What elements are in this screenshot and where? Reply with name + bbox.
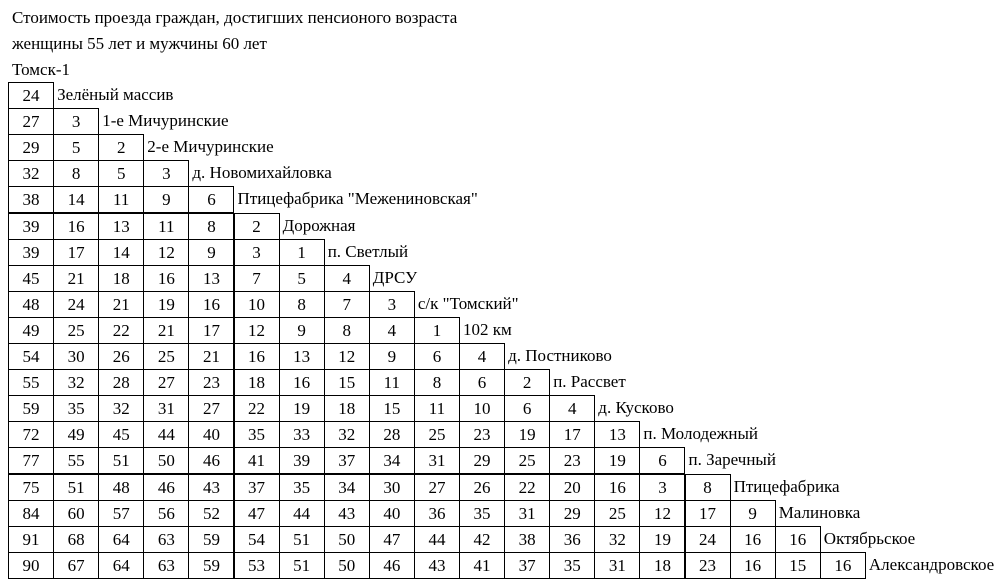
fare-cell: 24 [685, 526, 731, 553]
fare-cell: 9 [143, 186, 189, 213]
fare-cell: 39 [8, 239, 54, 266]
fare-cell: 19 [279, 395, 325, 422]
fare-cell: 21 [53, 265, 99, 292]
fare-cell: 59 [188, 552, 234, 579]
fare-cell: 4 [549, 395, 595, 422]
fare-cell: 35 [459, 500, 505, 527]
fare-cell: 22 [98, 317, 144, 344]
fare-cell: 16 [775, 526, 821, 553]
fare-cell: 36 [549, 526, 595, 553]
fare-cell: 27 [414, 474, 460, 501]
fare-cell: 25 [594, 500, 640, 527]
fare-cell: 18 [324, 395, 370, 422]
fare-cell: 21 [188, 343, 234, 370]
fare-cell: 9 [730, 500, 776, 527]
stop-name-label: п. Молодежный [643, 424, 759, 444]
fare-cell: 43 [188, 474, 234, 501]
fare-cell: 13 [594, 421, 640, 448]
fare-cell: 44 [414, 526, 460, 553]
fare-cell: 52 [188, 500, 234, 527]
fare-cell: 18 [639, 552, 685, 579]
fare-cell: 25 [414, 421, 460, 448]
stop-name-label: п. Заречный [688, 450, 776, 470]
fare-cell: 32 [53, 369, 99, 396]
fare-cell: 41 [234, 447, 280, 474]
stop-name-label: д. Постниково [508, 346, 612, 365]
fare-cell: 49 [53, 421, 99, 448]
fare-cell: 51 [279, 552, 325, 579]
stop-name-label: Малиновка [778, 502, 861, 522]
fare-cell: 25 [504, 447, 550, 474]
fare-cell: 25 [53, 317, 99, 344]
fare-cell: 19 [594, 447, 640, 474]
fare-cell: 10 [234, 291, 280, 318]
fare-cell: 10 [459, 395, 505, 422]
fare-cell: 48 [98, 474, 144, 501]
fare-cell: 77 [8, 447, 54, 474]
fare-cell: 8 [324, 317, 370, 344]
fare-cell: 3 [234, 239, 280, 266]
fare-cell: 48 [8, 291, 54, 318]
fare-cell: 27 [8, 108, 54, 135]
fare-cell: 8 [414, 369, 460, 396]
fare-cell: 38 [504, 526, 550, 553]
fare-cell: 59 [8, 395, 54, 422]
fare-cell: 16 [53, 213, 99, 240]
fare-cell: 31 [594, 552, 640, 579]
fare-cell: 50 [324, 526, 370, 553]
fare-cell: 63 [143, 526, 189, 553]
fare-cell: 16 [143, 265, 189, 292]
fare-cell: 6 [504, 395, 550, 422]
fare-cell: 5 [279, 265, 325, 292]
fare-cell: 16 [730, 526, 776, 553]
fare-cell: 11 [98, 186, 144, 213]
origin-station-label: Томск-1 [12, 60, 71, 79]
fare-cell: 31 [143, 395, 189, 422]
fare-cell: 23 [549, 447, 595, 474]
fare-cell: 50 [324, 552, 370, 579]
stop-name-label: Зелёный массив [57, 85, 174, 104]
fare-cell: 45 [98, 421, 144, 448]
stop-name-label: 1-е Мичуринские [102, 111, 229, 131]
fare-cell: 4 [459, 343, 505, 370]
fare-cell: 22 [234, 395, 280, 422]
fare-cell: 32 [594, 526, 640, 553]
fare-cell: 6 [414, 343, 460, 370]
fare-cell: 27 [143, 369, 189, 396]
fare-cell: 30 [369, 474, 415, 501]
stop-name-label: 102 км [463, 319, 512, 339]
fare-cell: 35 [279, 474, 325, 501]
fare-cell: 26 [98, 343, 144, 370]
fare-cell: 44 [143, 421, 189, 448]
fare-cell: 19 [504, 421, 550, 448]
fare-cell: 64 [98, 526, 144, 553]
stop-name-label: Дорожная [282, 215, 356, 235]
fare-cell: 39 [8, 213, 54, 240]
fare-cell: 12 [234, 317, 280, 344]
stop-name-label: Октябрьское [823, 528, 916, 548]
fare-cell: 23 [685, 552, 731, 579]
fare-cell: 35 [234, 421, 280, 448]
stop-name-label: ДРСУ [372, 267, 418, 287]
fare-cell: 8 [53, 160, 99, 187]
fare-cell: 90 [8, 552, 54, 579]
fare-cell: 19 [143, 291, 189, 318]
fare-cell: 16 [188, 291, 234, 318]
stop-name-label: с/к "Томский" [417, 293, 519, 313]
fare-cell: 9 [279, 317, 325, 344]
fare-cell: 41 [459, 552, 505, 579]
fare-cell: 16 [279, 369, 325, 396]
fare-cell: 46 [143, 474, 189, 501]
fare-cell: 16 [594, 474, 640, 501]
fare-cell: 11 [369, 369, 415, 396]
stop-name-label: п. Рассвет [553, 372, 626, 392]
fare-cell: 2 [504, 369, 550, 396]
fare-cell: 1 [279, 239, 325, 266]
fare-cell: 30 [53, 343, 99, 370]
fare-cell: 55 [53, 447, 99, 474]
fare-cell: 33 [279, 421, 325, 448]
fare-cell: 1 [414, 317, 460, 344]
fare-cell: 6 [188, 186, 234, 213]
fare-cell: 20 [549, 474, 595, 501]
fare-cell: 37 [324, 447, 370, 474]
fare-cell: 43 [414, 552, 460, 579]
fare-cell: 4 [324, 265, 370, 292]
fare-cell: 13 [279, 343, 325, 370]
fare-cell: 53 [234, 552, 280, 579]
fare-cell: 47 [234, 500, 280, 527]
fare-cell: 54 [8, 343, 54, 370]
fare-cell: 18 [98, 265, 144, 292]
fare-cell: 34 [324, 474, 370, 501]
fare-cell: 56 [143, 500, 189, 527]
fare-cell: 47 [369, 526, 415, 553]
fare-cell: 51 [279, 526, 325, 553]
fare-cell: 42 [459, 526, 505, 553]
fare-cell: 29 [459, 447, 505, 474]
fare-cell: 68 [53, 526, 99, 553]
fare-cell: 60 [53, 500, 99, 527]
document-title-line-1: Стоимость проезда граждан, достигших пенсионого возраста [12, 8, 458, 27]
fare-cell: 50 [143, 447, 189, 474]
stop-name-label: Птицефабрика [733, 476, 840, 496]
fare-cell: 14 [98, 239, 144, 266]
stop-name-label: 2-е Мичуринские [147, 137, 274, 157]
fare-cell: 12 [639, 500, 685, 527]
fare-cell: 46 [188, 447, 234, 474]
fare-cell: 5 [53, 134, 99, 161]
fare-cell: 22 [504, 474, 550, 501]
fare-cell: 12 [143, 239, 189, 266]
fare-cell: 21 [143, 317, 189, 344]
fare-cell: 64 [98, 552, 144, 579]
fare-cell: 17 [685, 500, 731, 527]
fare-cell: 8 [188, 213, 234, 240]
fare-cell: 3 [639, 474, 685, 501]
fare-cell: 19 [639, 526, 685, 553]
fare-cell: 57 [98, 500, 144, 527]
fare-cell: 84 [8, 500, 54, 527]
fare-cell: 37 [504, 552, 550, 579]
fare-cell: 39 [279, 447, 325, 474]
fare-cell: 37 [234, 474, 280, 501]
fare-cell: 49 [8, 317, 54, 344]
stop-name-label: д. Новомихайловка [192, 163, 332, 183]
fare-cell: 6 [459, 369, 505, 396]
fare-cell: 5 [98, 160, 144, 187]
fare-cell: 8 [685, 474, 731, 501]
stop-name-label: п. Светлый [327, 241, 409, 261]
fare-cell: 11 [414, 395, 460, 422]
fare-cell: 55 [8, 369, 54, 396]
fare-cell: 6 [639, 447, 685, 474]
fare-cell: 28 [369, 421, 415, 448]
fare-cell: 16 [730, 552, 776, 579]
fare-cell: 54 [234, 526, 280, 553]
fare-cell: 9 [188, 239, 234, 266]
fare-cell: 35 [53, 395, 99, 422]
fare-cell: 35 [549, 552, 595, 579]
fare-cell: 29 [8, 134, 54, 161]
fare-cell: 2 [98, 134, 144, 161]
fare-cell: 3 [143, 160, 189, 187]
fare-cell: 18 [234, 369, 280, 396]
fare-cell: 17 [188, 317, 234, 344]
fare-cell: 25 [143, 343, 189, 370]
fare-cell: 32 [98, 395, 144, 422]
fare-cell: 40 [369, 500, 415, 527]
fare-cell: 2 [234, 213, 280, 240]
fare-cell: 43 [324, 500, 370, 527]
fare-cell: 15 [775, 552, 821, 579]
fare-cell: 24 [53, 291, 99, 318]
fare-cell: 15 [324, 369, 370, 396]
fare-cell: 17 [53, 239, 99, 266]
fare-cell: 72 [8, 421, 54, 448]
fare-cell: 8 [279, 291, 325, 318]
fare-cell: 16 [820, 552, 866, 579]
fare-cell: 27 [188, 395, 234, 422]
fare-cell: 21 [98, 291, 144, 318]
fare-cell: 4 [369, 317, 415, 344]
fare-cell: 45 [8, 265, 54, 292]
fare-cell: 75 [8, 474, 54, 501]
fare-cell: 7 [324, 291, 370, 318]
fare-cell: 31 [504, 500, 550, 527]
fare-cell: 9 [369, 343, 415, 370]
fare-cell: 17 [549, 421, 595, 448]
fare-cell: 34 [369, 447, 415, 474]
fare-cell: 28 [98, 369, 144, 396]
fare-cell: 13 [98, 213, 144, 240]
fare-cell: 15 [369, 395, 415, 422]
fare-cell: 32 [8, 160, 54, 187]
fare-cell: 7 [234, 265, 280, 292]
fare-cell: 46 [369, 552, 415, 579]
fare-cell: 67 [53, 552, 99, 579]
fare-cell: 16 [234, 343, 280, 370]
fare-cell: 3 [53, 108, 99, 135]
fare-cell: 40 [188, 421, 234, 448]
stop-name-label: Птицефабрика "Межениновская" [237, 189, 478, 209]
fare-cell: 3 [369, 291, 415, 318]
fare-cell: 51 [98, 447, 144, 474]
fare-cell: 31 [414, 447, 460, 474]
fare-cell: 23 [188, 369, 234, 396]
fare-cell: 91 [8, 526, 54, 553]
fare-cell: 11 [143, 213, 189, 240]
fare-cell: 51 [53, 474, 99, 501]
fare-cell: 26 [459, 474, 505, 501]
fare-cell: 63 [143, 552, 189, 579]
fare-cell: 32 [324, 421, 370, 448]
fare-cell: 36 [414, 500, 460, 527]
fare-cell: 24 [8, 82, 54, 109]
fare-cell: 44 [279, 500, 325, 527]
document-title-line-2: женщины 55 лет и мужчины 60 лет [12, 34, 267, 53]
stop-name-label: д. Кусково [598, 398, 674, 418]
fare-cell: 38 [8, 186, 54, 213]
fare-cell: 59 [188, 526, 234, 553]
fare-cell: 13 [188, 265, 234, 292]
fare-cell: 12 [324, 343, 370, 370]
fare-cell: 23 [459, 421, 505, 448]
fare-cell: 29 [549, 500, 595, 527]
fare-cell: 14 [53, 186, 99, 213]
stop-name-label: Александровское [868, 554, 995, 574]
